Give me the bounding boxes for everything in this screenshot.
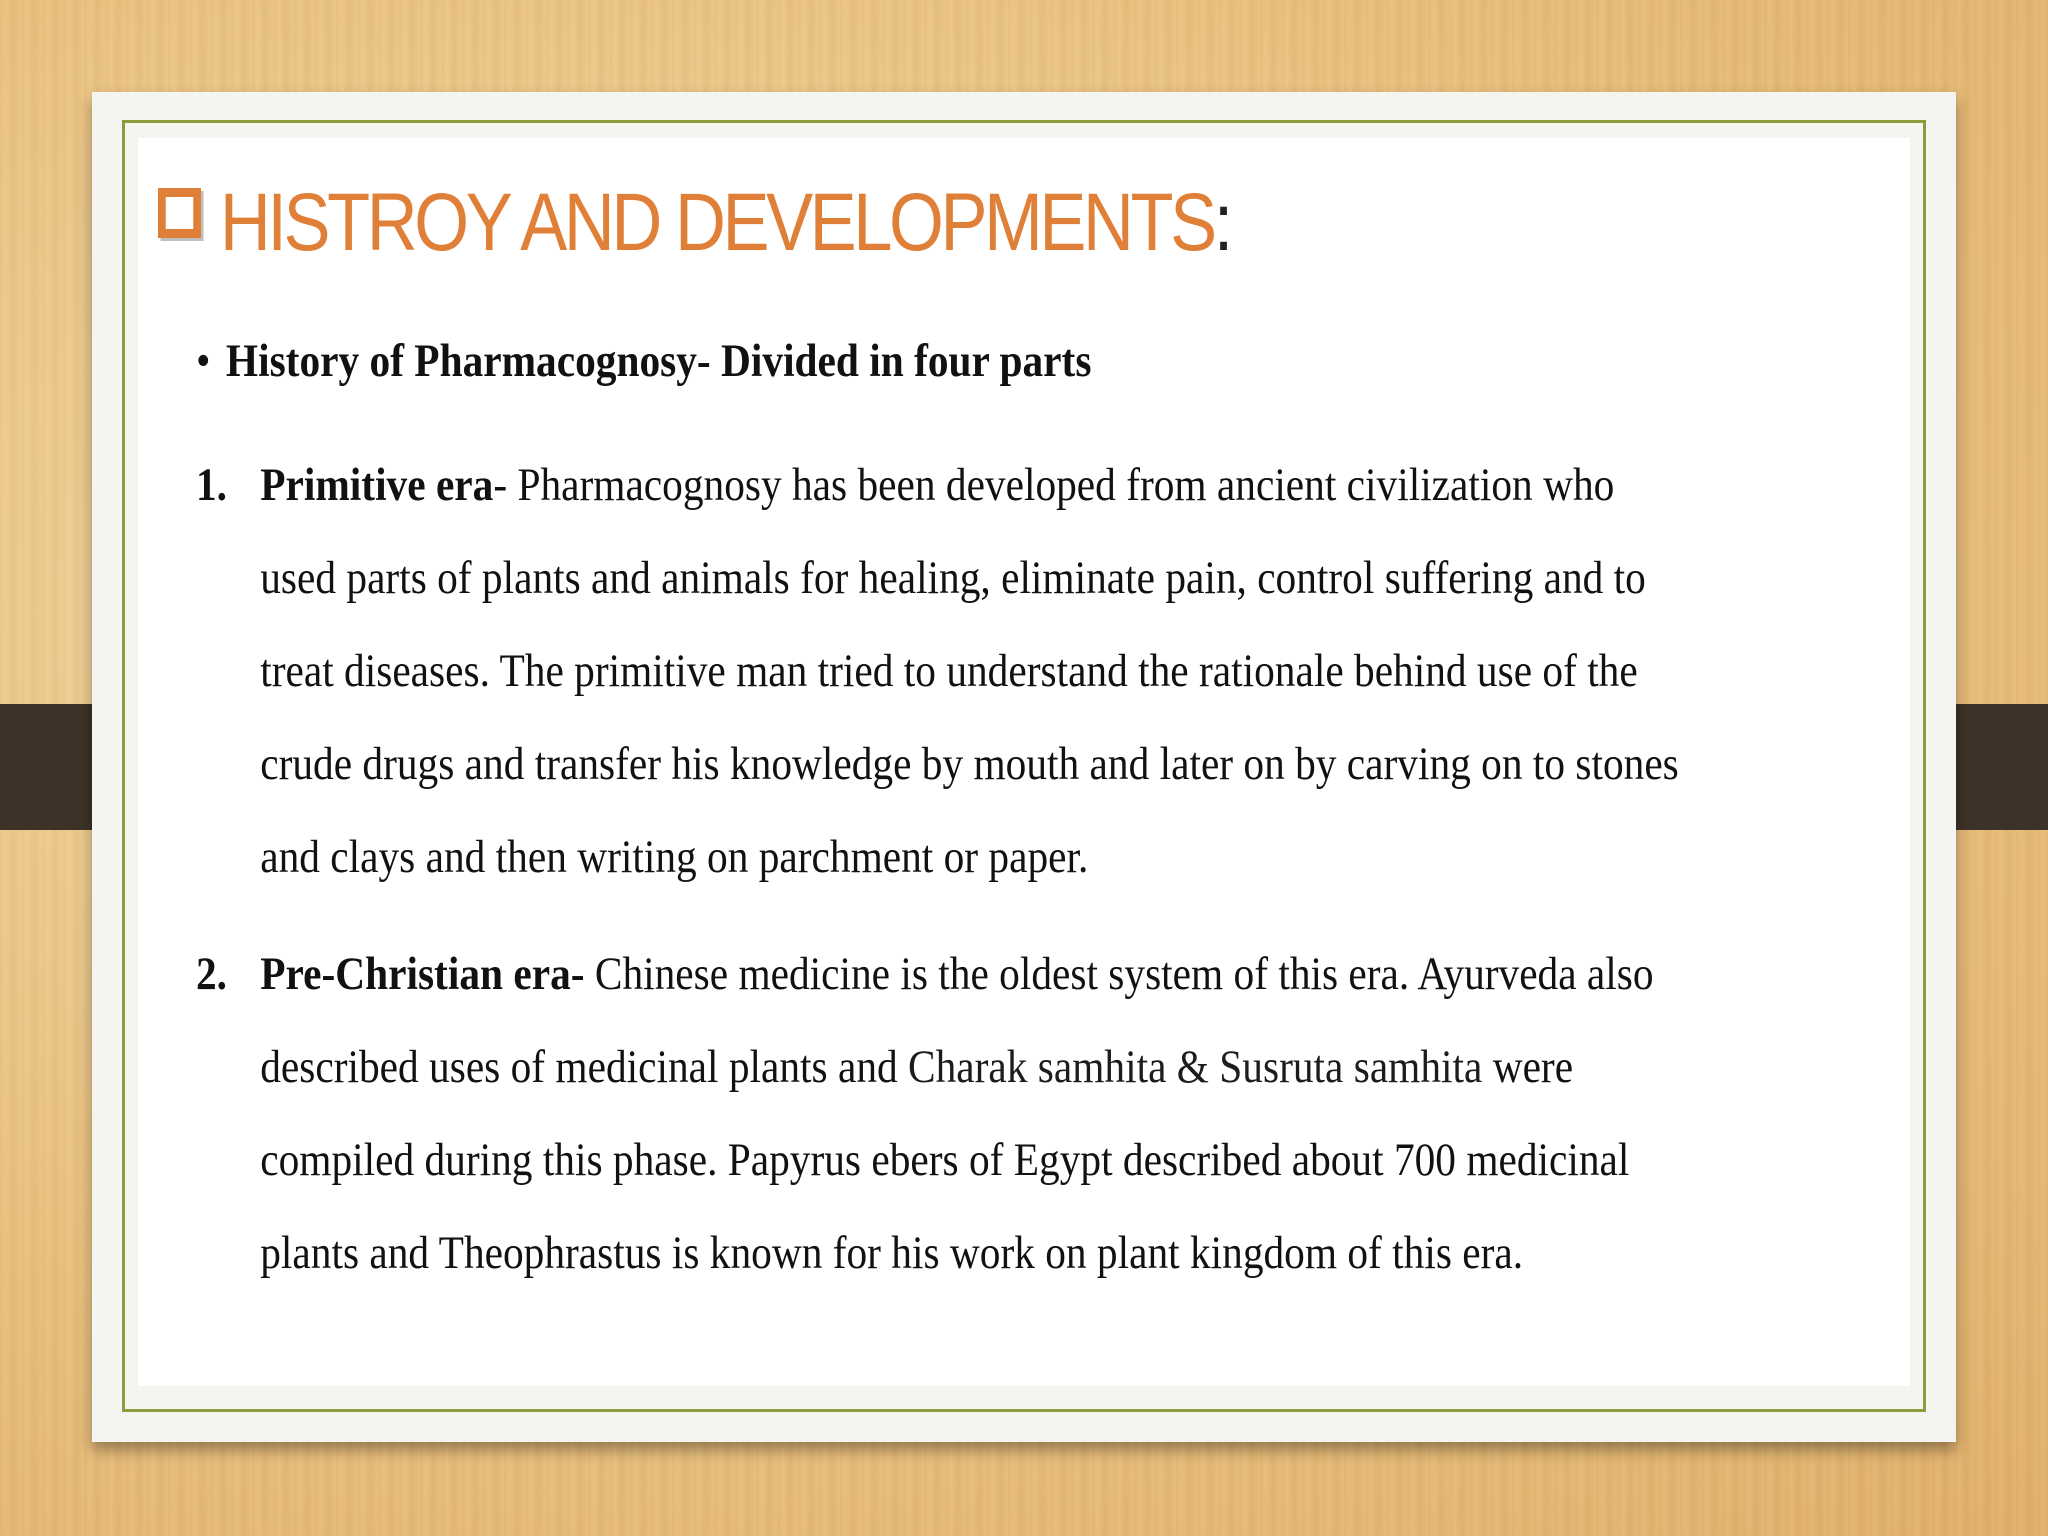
- bullet-heading-text: History of Pharmacognosy- Divided in four parts: [225, 335, 1092, 387]
- list-item-primitive-era: [196, 439, 1692, 904]
- list-item-text: [260, 928, 1692, 1300]
- list-item-body-part-a: Chinese medicine is the oldest system of this era. Ayurveda also described uses of medicinal plants and: [260, 948, 1654, 1093]
- checkbox-square-icon: [158, 188, 201, 238]
- list-item-body: Pharmacognosy has been developed from ancient civilization who used parts of plants and animals for healing, eliminate pain, control suffering and to treat diseases. The primitive man tried to understand the rationale behind use of the crude drugs and transfer his knowledge by mouth and later on by carving on to stones and clays and then writing on parchment or paper.: [260, 459, 1679, 883]
- list-item-text: [260, 439, 1692, 904]
- bullet-dot-icon: •: [196, 335, 211, 387]
- bullet-heading: [196, 325, 1692, 397]
- list-item-body-part-b: were compiled during this phase. Papyrus ebers of Egypt described about 700 medicinal plants and Theophrastus is known for his work on plant kingdom of this era.: [260, 1041, 1630, 1279]
- slide-title: [158, 168, 1233, 278]
- slide-title-text: HISTROY AND DEVELOPMENTS: [219, 177, 1214, 268]
- list-item-lead-suffix: -: [493, 459, 508, 511]
- list-item-lead: Primitive era: [260, 459, 494, 511]
- list-item-lead: Pre-Christian era-: [260, 948, 585, 1000]
- slide-body: [196, 325, 1692, 1300]
- list-item-number: 2.: [196, 948, 228, 1000]
- list-item-highlight: Charak samhita & Susruta samhita: [908, 1041, 1483, 1093]
- slide-title-colon: :: [1213, 177, 1234, 268]
- list-item-number: 1.: [196, 459, 228, 511]
- list-item-pre-christian-era: [196, 928, 1692, 1300]
